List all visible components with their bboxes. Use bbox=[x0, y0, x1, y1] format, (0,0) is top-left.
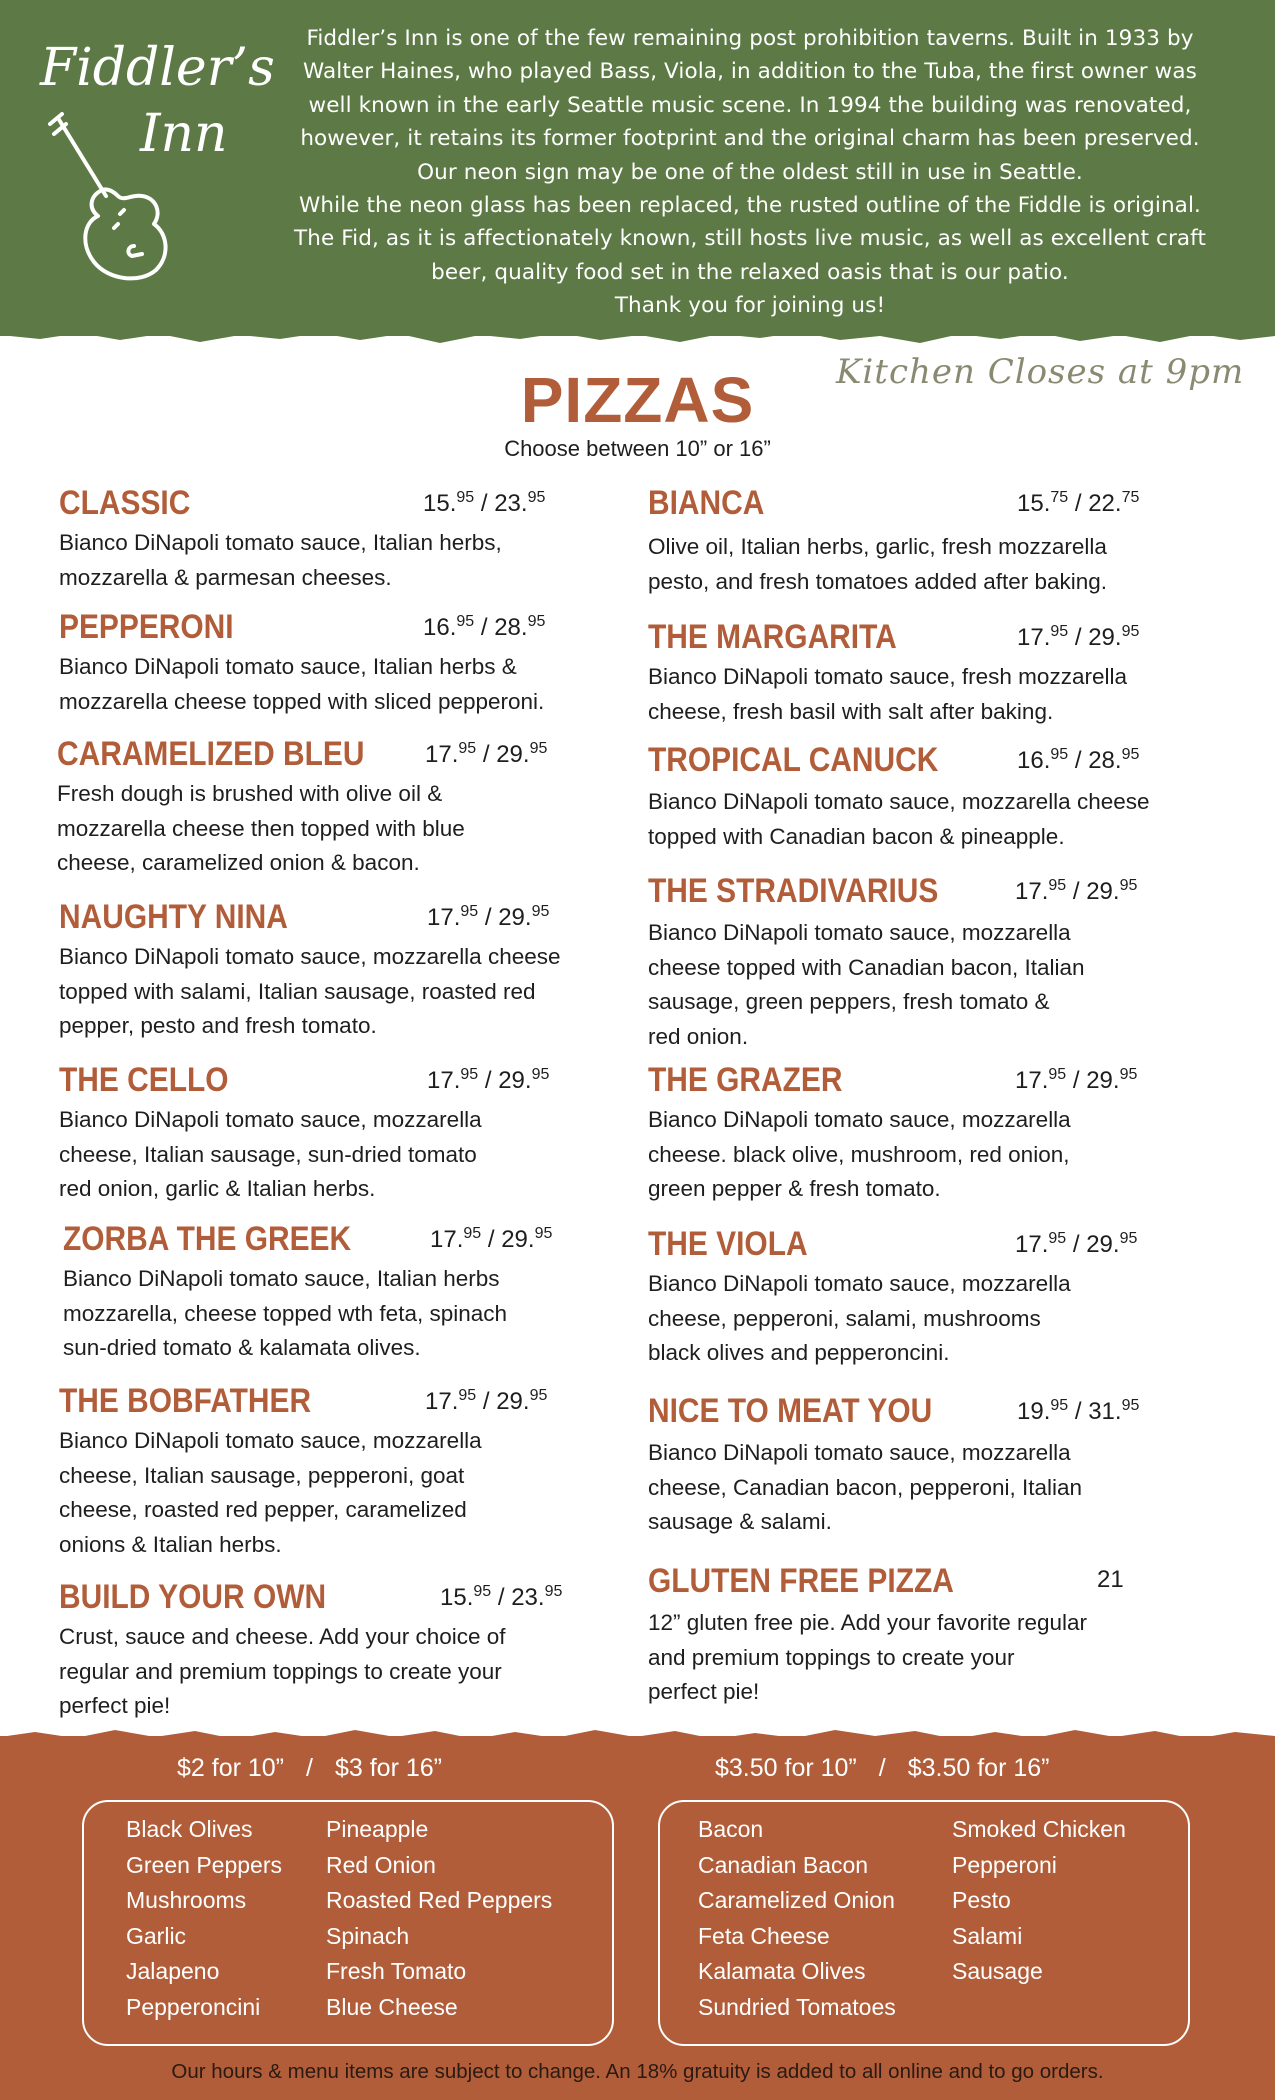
topping-item: Green Peppers bbox=[126, 1851, 282, 1878]
kitchen-closing-note: Kitchen Closes at 9pm bbox=[836, 352, 1245, 392]
regular-toppings-col1 bbox=[126, 1812, 282, 2025]
section-title: PIZZAS bbox=[520, 364, 755, 436]
item-name: GLUTEN FREE PIZZA bbox=[648, 1562, 954, 1600]
item-price: 17.95 / 29.95 bbox=[425, 740, 548, 768]
header-banner bbox=[0, 0, 1275, 336]
topping-item: Red Onion bbox=[326, 1851, 436, 1878]
item-price: 15.75 / 22.75 bbox=[1017, 489, 1140, 517]
item-description: Bianco DiNapoli tomato sauce, mozzarella cheese, Italian sausage, pepperoni, goat cheese, roasted red pepper, caramelized onions & Italian herbs. bbox=[59, 1428, 482, 1557]
item-name: NICE TO MEAT YOU bbox=[648, 1392, 933, 1430]
topping-item: Pineapple bbox=[326, 1816, 429, 1842]
item-price: 17.95 / 29.95 bbox=[1015, 1066, 1138, 1094]
item-description: Bianco DiNapoli tomato sauce, mozzarella cheese, Italian sausage, sun-dried tomato red onion, garlic & Italian herbs. bbox=[59, 1107, 482, 1201]
topping-item: Spinach bbox=[326, 1922, 410, 1949]
item-name: THE GRAZER bbox=[648, 1061, 843, 1099]
item-price: 15.95 / 23.95 bbox=[440, 1583, 563, 1611]
item-description: Bianco DiNapoli tomato sauce, fresh mozzarella cheese, fresh basil with salt after baking. bbox=[648, 664, 1127, 724]
topping-item: Sundried Tomatoes bbox=[698, 1993, 896, 2020]
item-description: Bianco DiNapoli tomato sauce, mozzarella cheese, Canadian bacon, pepperoni, Italian sausage & salami. bbox=[648, 1440, 1083, 1534]
item-name: ZORBA THE GREEK bbox=[63, 1220, 352, 1258]
history-line: Our neon sign may be one of the oldest still in use in Seattle. bbox=[417, 159, 1083, 185]
topping-item: Smoked Chicken bbox=[952, 1816, 1126, 1842]
section-subtitle: Choose between 10” or 16” bbox=[504, 436, 771, 461]
item-description: Bianco DiNapoli tomato sauce, mozzarella cheese topped with Canadian bacon, Italian sausage, green peppers, fresh tomato & red onion. bbox=[648, 920, 1085, 1049]
topping-item: Canadian Bacon bbox=[698, 1851, 869, 1878]
item-description: 12” gluten free pie. Add your favorite regular and premium toppings to create your perfect pie! bbox=[648, 1610, 1088, 1704]
item-description: Bianco DiNapoli tomato sauce, Italian herbs, mozzarella & parmesan cheeses. bbox=[59, 530, 502, 590]
item-name: THE STRADIVARIUS bbox=[648, 872, 939, 910]
topping-item: Caramelized Onion bbox=[698, 1887, 895, 1913]
history-line: Walter Haines, who played Bass, Viola, in addition to the Tuba, the first owner was bbox=[303, 59, 1197, 85]
item-price: 17.95 / 29.95 bbox=[427, 903, 550, 931]
item-price: 21 bbox=[1097, 1566, 1124, 1593]
footnote: Our hours & menu items are subject to change. An 18% gratuity is added to all online and to go orders. bbox=[171, 2060, 1104, 2083]
item-description: Crust, sauce and cheese. Add your choice of regular and premium toppings to create your perfect pie! bbox=[59, 1624, 506, 1718]
header-torn-edge bbox=[0, 322, 1275, 352]
item-name: BIANCA bbox=[648, 484, 765, 522]
item-price: 15.95 / 23.95 bbox=[423, 489, 546, 517]
regular-toppings-box bbox=[82, 1800, 614, 2046]
regular-toppings-col2 bbox=[326, 1812, 552, 2025]
item-description: Fresh dough is brushed with olive oil & mozzarella cheese then topped with blue cheese, caramelized onion & bacon. bbox=[57, 781, 465, 875]
history-line: beer, quality food set in the relaxed oasis that is our patio. bbox=[431, 259, 1069, 285]
item-description: Bianco DiNapoli tomato sauce, mozzarella cheese. black olive, mushroom, red onion, green pepper & fresh tomato. bbox=[648, 1107, 1071, 1201]
item-name: THE MARGARITA bbox=[648, 618, 897, 656]
topping-item: Feta Cheese bbox=[698, 1922, 830, 1949]
topping-item: Pepperoni bbox=[952, 1851, 1057, 1878]
item-name: PEPPERONI bbox=[59, 608, 234, 646]
topping-item: Garlic bbox=[126, 1922, 187, 1949]
item-name: CARAMELIZED BLEU bbox=[57, 735, 365, 773]
history-line: Thank you for joining us! bbox=[614, 293, 886, 319]
item-description: Bianco DiNapoli tomato sauce, mozzarella cheese topped with Canadian bacon & pineapple. bbox=[648, 789, 1150, 849]
item-name: BUILD YOUR OWN bbox=[59, 1578, 327, 1616]
topping-item: Bacon bbox=[698, 1816, 764, 1842]
item-price: 17.95 / 29.95 bbox=[425, 1387, 548, 1415]
item-price: 19.95 / 31.95 bbox=[1017, 1397, 1140, 1425]
history-line: well known in the early Seattle music scene. In 1994 the building was renovated, bbox=[308, 92, 1192, 118]
regular-toppings-price: $2 for 10” / $3 for 16” bbox=[177, 1754, 442, 1782]
logo-text-inn: Inn bbox=[140, 104, 228, 164]
item-price: 17.95 / 29.95 bbox=[427, 1066, 550, 1094]
topping-item: Pesto bbox=[952, 1887, 1011, 1913]
topping-item: Jalapeno bbox=[126, 1958, 220, 1984]
item-description: Bianco DiNapoli tomato sauce, Italian herbs mozzarella, cheese topped wth feta, spinach sun-dried tomato & kalamata olives. bbox=[63, 1266, 508, 1360]
premium-toppings-col2 bbox=[952, 1812, 1126, 1990]
item-description: Bianco DiNapoli tomato sauce, mozzarella cheese topped with salami, Italian sausage, roasted red pepper, pesto and fresh tomato. bbox=[59, 944, 561, 1038]
item-price: 17.95 / 29.95 bbox=[1017, 623, 1140, 651]
topping-item: Black Olives bbox=[126, 1816, 253, 1842]
topping-item: Blue Cheese bbox=[326, 1993, 458, 2020]
topping-item: Pepperoncini bbox=[126, 1993, 261, 2020]
premium-toppings-col1 bbox=[698, 1812, 896, 2025]
premium-toppings-price: $3.50 for 10” / $3.50 for 16” bbox=[715, 1754, 1050, 1782]
topping-item: Roasted Red Peppers bbox=[326, 1887, 553, 1913]
item-description: Bianco DiNapoli tomato sauce, Italian herbs & mozzarella cheese topped with sliced pepperoni. bbox=[59, 654, 545, 714]
history-text bbox=[250, 22, 1250, 323]
topping-item: Sausage bbox=[952, 1958, 1043, 1984]
item-price: 17.95 / 29.95 bbox=[1015, 1230, 1138, 1258]
topping-item: Mushrooms bbox=[126, 1887, 247, 1913]
item-description: Olive oil, Italian herbs, garlic, fresh mozzarella pesto, and fresh tomatoes added after baking. bbox=[648, 534, 1108, 594]
item-name: THE CELLO bbox=[59, 1061, 229, 1099]
history-line: The Fid, as it is affectionately known, still hosts live music, as well as excellent craft bbox=[294, 226, 1206, 252]
logo bbox=[36, 38, 275, 258]
item-name: CLASSIC bbox=[59, 484, 191, 522]
logo-text-fiddlers: Fiddler’s bbox=[40, 38, 275, 98]
topping-item: Fresh Tomato bbox=[326, 1958, 467, 1984]
item-price: 16.95 / 28.95 bbox=[423, 613, 546, 641]
item-description: Bianco DiNapoli tomato sauce, mozzarella cheese, pepperoni, salami, mushrooms black olives and pepperoncini. bbox=[648, 1271, 1071, 1365]
history-line: While the neon glass has been replaced, the rusted outline of the Fiddle is original. bbox=[299, 193, 1201, 219]
item-price: 17.95 / 29.95 bbox=[1015, 877, 1138, 905]
premium-toppings-box bbox=[658, 1800, 1190, 2046]
history-line: however, it retains its former footprint and the original charm has been preserved. bbox=[300, 126, 1200, 152]
item-price: 17.95 / 29.95 bbox=[430, 1225, 553, 1253]
topping-item: Salami bbox=[952, 1922, 1023, 1949]
item-name: THE BOBFATHER bbox=[59, 1382, 312, 1420]
item-name: NAUGHTY NINA bbox=[59, 898, 288, 936]
topping-item: Kalamata Olives bbox=[698, 1958, 866, 1984]
item-price: 16.95 / 28.95 bbox=[1017, 746, 1140, 774]
item-name: TROPICAL CANUCK bbox=[648, 741, 939, 779]
item-name: THE VIOLA bbox=[648, 1225, 808, 1263]
history-line: Fiddler’s Inn is one of the few remaining post prohibition taverns. Built in 1933 by bbox=[306, 26, 1194, 51]
